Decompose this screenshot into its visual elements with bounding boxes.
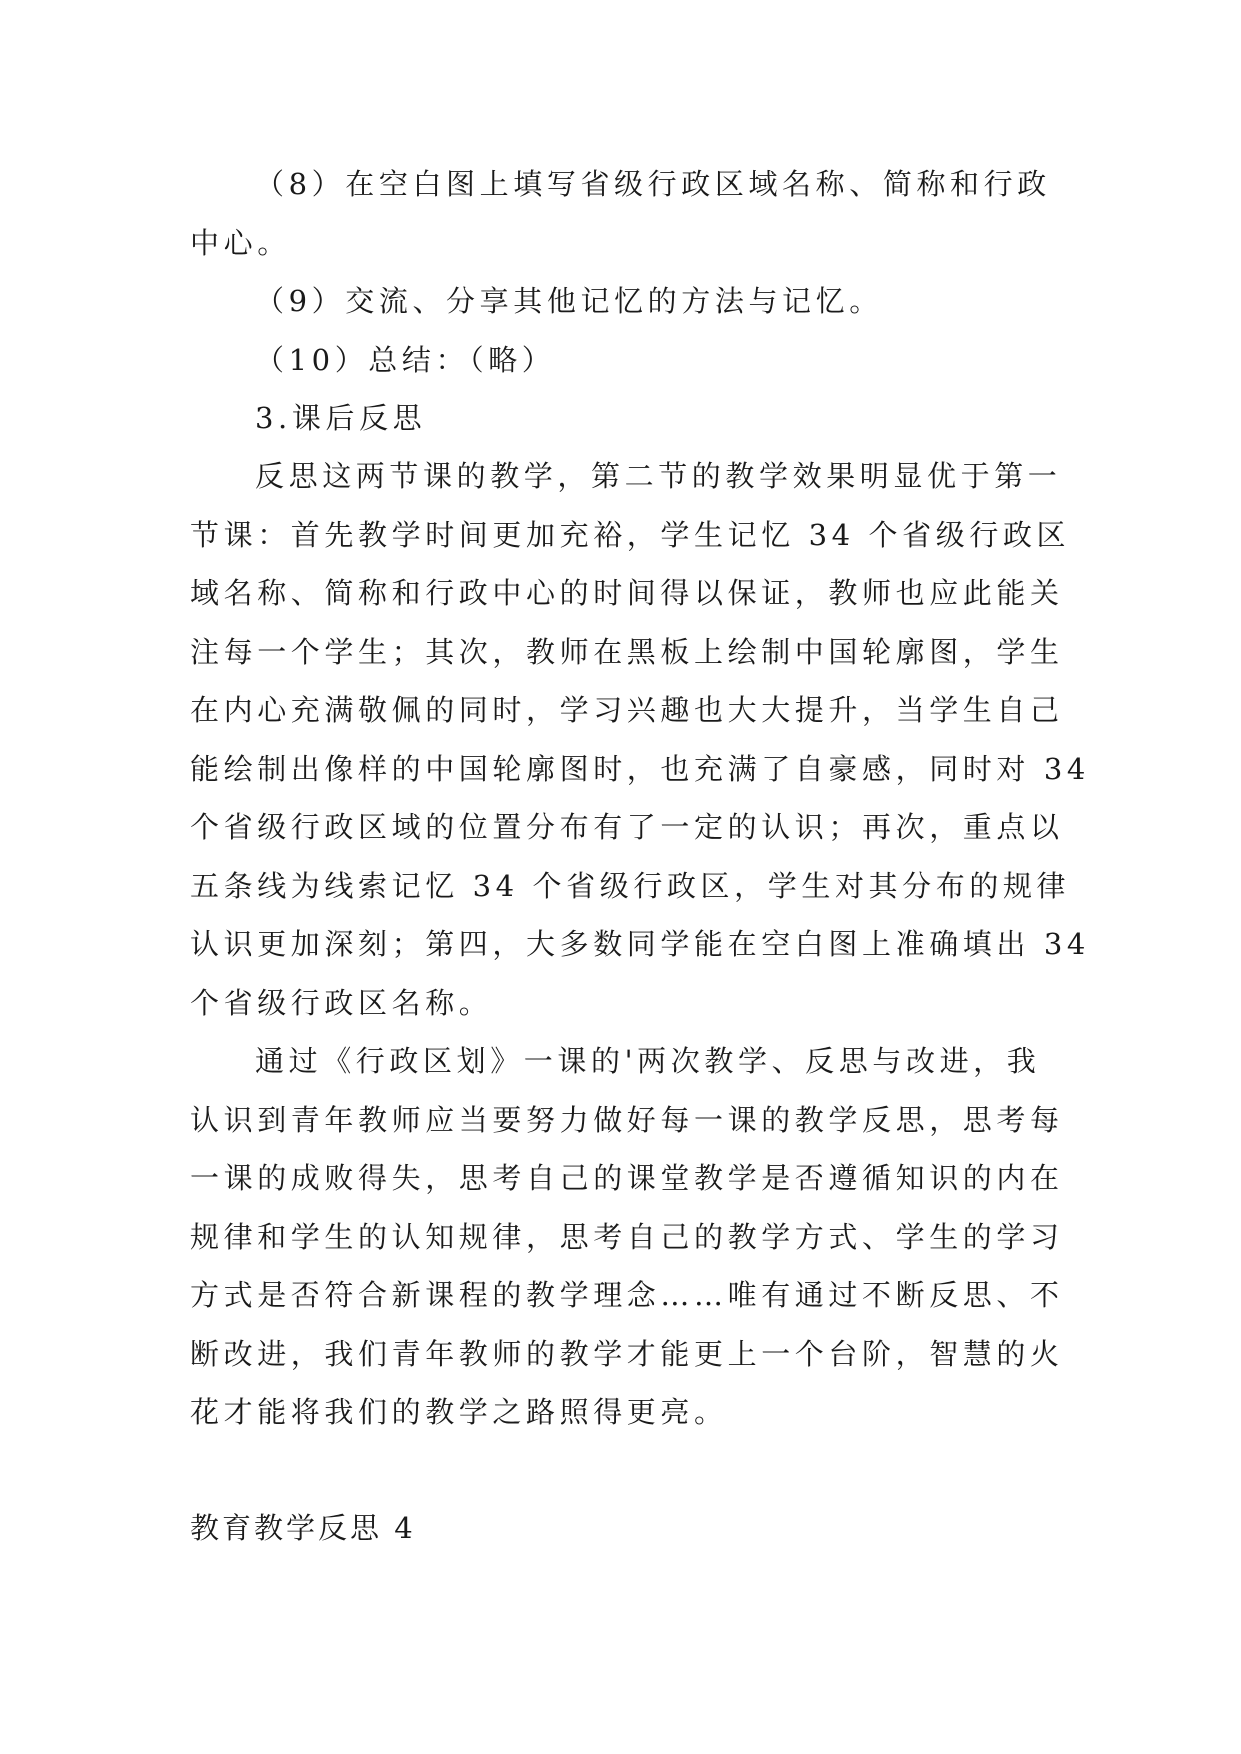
paragraph-line: 在内心充满敬佩的同时，学习兴趣也大大提升，当学生自己 [190,693,1064,727]
paragraph-line: 注每一个学生；其次，教师在黑板上绘制中国轮廓图，学生 [190,635,1064,669]
paragraph-line: （8）在空白图上填写省级行政区域名称、简称和行政 [255,167,1051,201]
paragraph-line: 认识到青年教师应当要努力做好每一课的教学反思，思考每 [190,1103,1064,1137]
paragraph-line: 断改进，我们青年教师的教学才能更上一个台阶，智慧的火 [190,1337,1064,1371]
paragraph-line: 认识更加深刻；第四，大多数同学能在空白图上准确填出 34 [190,927,1090,961]
paragraph-line: 节课：首先教学时间更加充裕，学生记忆 34 个省级行政区 [190,518,1071,552]
paragraph-line: 通过《行政区划》一课的'两次教学、反思与改进，我 [255,1044,1041,1078]
paragraph-line: 能绘制出像样的中国轮廓图时，也充满了自豪感，同时对 34 [190,752,1090,786]
paragraph-line: （10）总结：（略） [255,343,556,377]
section-heading: 教育教学反思 4 [190,1511,416,1545]
paragraph-line: 域名称、简称和行政中心的时间得以保证，教师也应此能关 [190,576,1064,610]
paragraph-line: 中心。 [190,226,291,260]
paragraph-line: 个省级行政区名称。 [190,986,493,1020]
paragraph-line: 方式是否符合新课程的教学理念……唯有通过不断反思、不 [190,1278,1064,1312]
paragraph-line: 一课的成败得失，思考自己的课堂教学是否遵循知识的内在 [190,1161,1064,1195]
paragraph-line: 反思这两节课的教学，第二节的教学效果明显优于第一 [255,459,1062,493]
paragraph-line: 规律和学生的认知规律，思考自己的教学方式、学生的学习 [190,1220,1064,1254]
paragraph-line: 花才能将我们的教学之路照得更亮。 [190,1395,728,1429]
paragraph-line: （9）交流、分享其他记忆的方法与记忆。 [255,284,883,318]
paragraph-line: 个省级行政区域的位置分布有了一定的认识；再次，重点以 [190,810,1064,844]
subheading-line: 3.课后反思 [255,401,427,435]
paragraph-line: 五条线为线索记忆 34 个省级行政区，学生对其分布的规律 [190,869,1071,903]
